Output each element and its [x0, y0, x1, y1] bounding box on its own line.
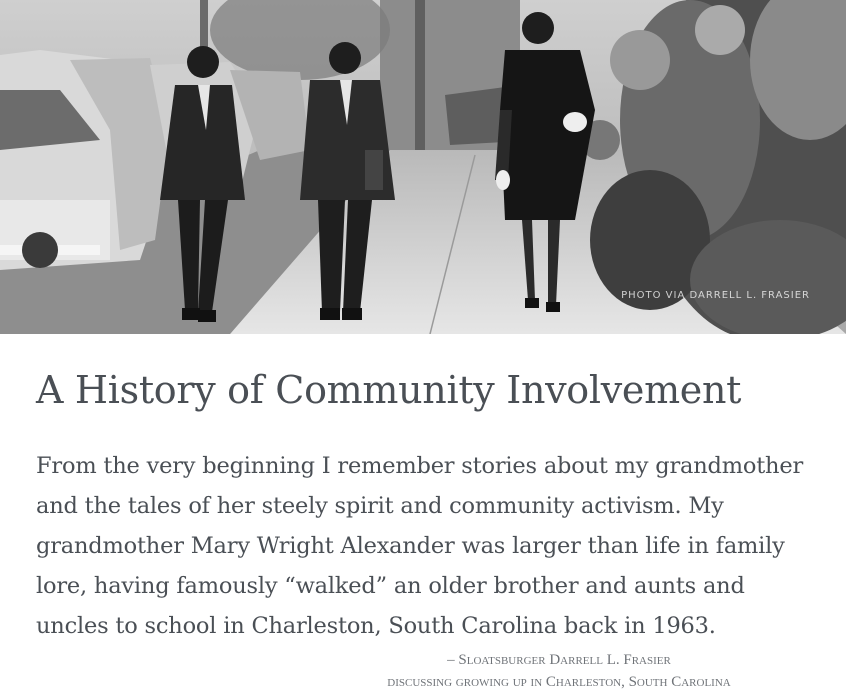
photo-credit: PHOTO VIA DARRELL L. FRASIER — [621, 290, 810, 301]
hero-photo-illustration — [0, 0, 846, 334]
hero-photo — [0, 0, 846, 334]
page-title: A History of Community Involvement — [36, 368, 742, 412]
quote-attribution — [354, 649, 764, 693]
quote-text: From the very beginning I remember stories about my grandmother and the tales of her steely spirit and community activism. My grandmother Mary Wright Alexander was larger than life in family lore, having famously “walked” an older brother and aunts and uncles to school in Charleston, South Carolina back in 1963. — [36, 453, 804, 639]
attribution-context: discussing growing up in Charleston, South Carolina — [387, 674, 731, 690]
attribution-name: – Sloatsburger Darrell L. Frasier — [447, 652, 671, 668]
